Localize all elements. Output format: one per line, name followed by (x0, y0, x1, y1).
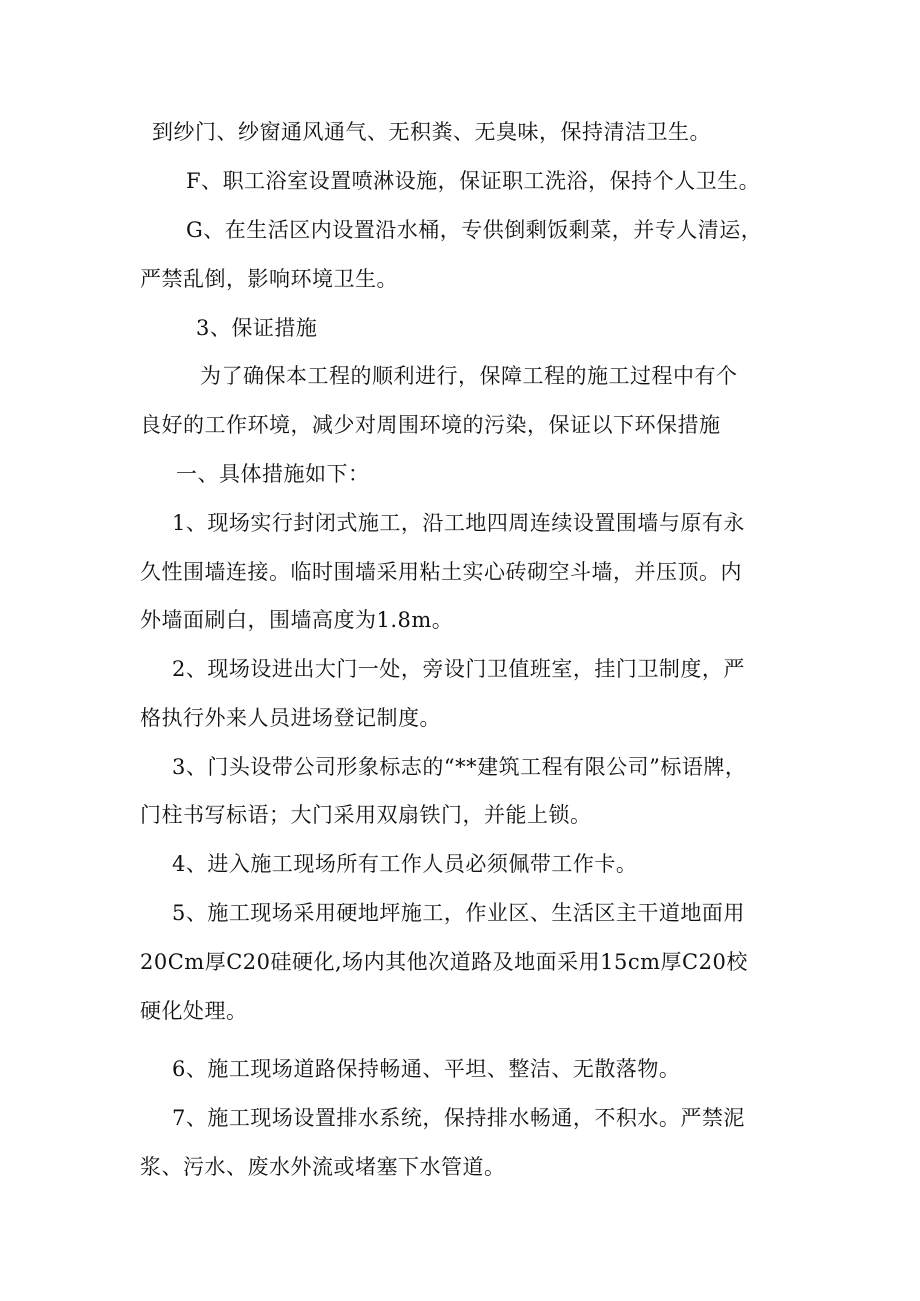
text-line-4: 严禁乱倒，影响环境卫生。 (140, 267, 398, 291)
text-line-9: 1、现场实行封闭式施工，沿工地四周连续设置围墙与原有永 (172, 511, 745, 535)
text-line-2: F、职工浴室设置喷淋设施，保证职工洗浴，保持个人卫生。 (186, 169, 761, 193)
text-line-21: 7、施工现场设置排水系统，保持排水畅通，不积水。严禁泥 (172, 1106, 745, 1130)
text-line-3: G、在生活区内设置沿水桶，专供倒剩饭剩菜，并专人清运， (186, 218, 763, 242)
text-line-6: 为了确保本工程的顺利进行，保障工程的施工过程中有个 (200, 364, 738, 388)
text-line-12: 2、现场设进出大门一处，旁设门卫值班室，挂门卫制度，严 (172, 657, 745, 681)
text-line-13: 格执行外来人员进场登记制度。 (140, 706, 441, 730)
text-line-16: 4、进入施工现场所有工作人员必须佩带工作卡。 (172, 852, 638, 876)
text-line-7: 良好的工作环境，减少对周围环境的污染，保证以下环保措施 (140, 413, 721, 437)
text-line-19: 硬化处理。 (140, 999, 248, 1023)
text-line-20: 6、施工现场道路保持畅通、平坦、整洁、无散落物。 (172, 1057, 681, 1081)
text-line-15: 门柱书写标语；大门采用双扇铁门，并能上锁。 (140, 803, 592, 827)
text-line-1: 到纱门、纱窗通风通气、无积粪、无臭味，保持清洁卫生。 (152, 120, 711, 144)
text-line-14: 3、门头设带公司形象标志的“**建筑工程有限公司”标语牌， (172, 755, 747, 779)
text-line-10: 久性围墙连接。临时围墙采用粘土实心砖砌空斗墙，并压顶。内 (140, 560, 742, 584)
text-line-18: 20Cm厚C20硅硬化,场内其他次道路及地面采用15cm厚C20校 (140, 950, 748, 974)
text-line-17: 5、施工现场采用硬地坪施工，作业区、生活区主干道地面用 (172, 901, 745, 925)
subsection-heading: 一、具体措施如下： (176, 462, 370, 486)
section-heading: 3、保证措施 (196, 316, 318, 340)
text-line-22: 浆、污水、废水外流或堵塞下水管道。 (140, 1155, 506, 1179)
text-line-11: 外墙面刷白，围墙高度为1.8m。 (140, 608, 454, 632)
